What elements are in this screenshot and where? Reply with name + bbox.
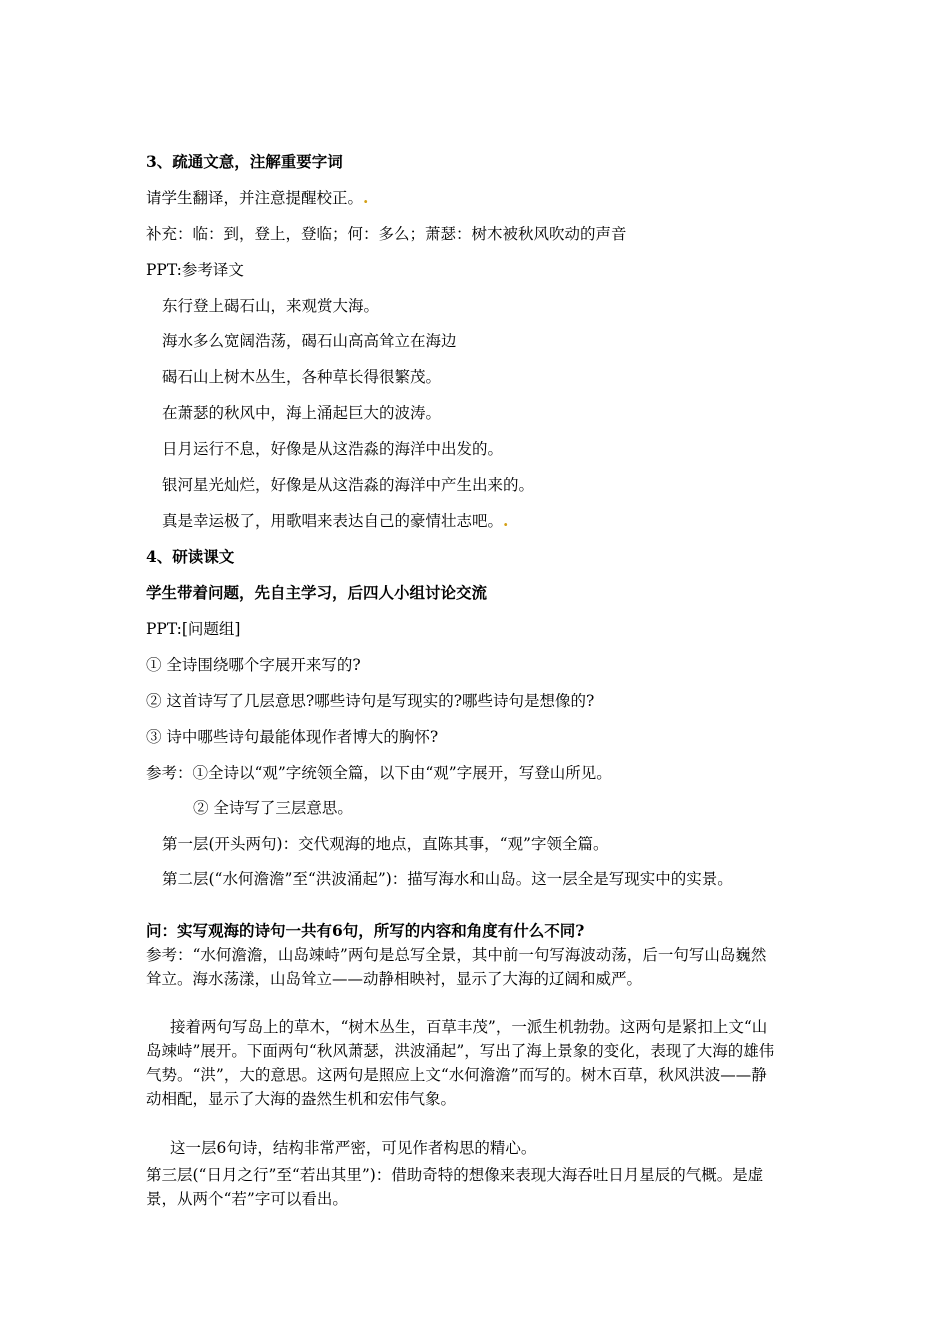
answer-line: ② 全诗写了三层意思。: [193, 799, 353, 817]
answer-line: 这一层6句诗，结构非常严密，可见作者构思的精心。: [170, 1139, 537, 1157]
section-heading-4: 4、研读课文: [146, 547, 235, 566]
answer-line: 第一层(开头两句)：交代观海的地点，直陈其事，“观”字领全篇。: [162, 835, 609, 853]
translation-line: 东行登上碣石山，来观赏大海。: [162, 297, 380, 315]
translation-line: 在萧瑟的秋风中，海上涌起巨大的波涛。: [162, 404, 442, 422]
answer-line: 参考：①全诗以“观”字统领全篇，以下由“观”字展开，写登山所见。: [146, 764, 612, 782]
instruction-line: 学生带着问题，先自主学习，后四人小组讨论交流: [146, 583, 488, 602]
paragraph-line: 补充：临：到，登上，登临；何：多么；萧瑟：树木被秋风吹动的声音: [146, 225, 627, 243]
answer-paragraph: 接着两句写岛上的草木，“树木丛生，百草丰茂”，一派生机勃勃。这两句是紧扣上文“山岛竦峙”展开。下面两句“秋风萧瑟，洪波涌起”，写出了海上景象的变化，表现了大海的雄伟气势。“洪”，大的意思。这两句是照应上文“水何澹澹”而写的。树木百草，秋风洪波——静动相配，显示了大海的盎然生机和宏伟气象。: [146, 1018, 775, 1108]
paragraph-line: PPT:参考译文: [146, 261, 244, 279]
highlight-mark: .: [363, 188, 369, 207]
answer-paragraph: 第三层(“日月之行”至“若出其里”)：借助奇特的想像来表现大海吞吐日月星辰的气概。是虚景，从两个“若”字可以看出。: [146, 1166, 764, 1208]
answer-paragraph: 参考：“水何澹澹，山岛竦峙”两句是总写全景，其中前一句写海波动荡，后一句写山岛巍然耸立。海水荡漾，山岛耸立——动静相映衬，显示了大海的辽阔和威严。: [146, 946, 767, 988]
paragraph-line: PPT:[问题组]: [146, 620, 241, 638]
paragraph-line: 请学生翻译，并注意提醒校正。.: [146, 188, 369, 207]
answer-paragraph: 第二层(“水何澹澹”至“洪波涌起”)：描写海水和山岛。这一层全是写现实中的实景。: [162, 870, 733, 888]
translation-line: 真是幸运极了，用歌唱来表达自己的豪情壮志吧。.: [162, 511, 509, 530]
question-line: 问：实写观海的诗句一共有6句，所写的内容和角度有什么不同?: [146, 921, 585, 940]
section-heading-3: 3、疏通文意，注解重要字词: [146, 152, 343, 171]
question-item: ③ 诗中哪些诗句最能体现作者博大的胸怀?: [146, 728, 439, 746]
translation-line: 碣石山上树木丛生，各种草长得很繁茂。: [162, 368, 442, 386]
question-item: ① 全诗围绕哪个字展开来写的?: [146, 656, 361, 674]
translation-line: 日月运行不息，好像是从这浩淼的海洋中出发的。: [162, 440, 504, 458]
question-item: ② 这首诗写了几层意思?哪些诗句是写现实的?哪些诗句是想像的?: [146, 692, 595, 710]
translation-line: 银河星光灿烂，好像是从这浩淼的海洋中产生出来的。: [162, 476, 535, 494]
highlight-mark: .: [503, 511, 509, 530]
translation-line: 海水多么宽阔浩荡，碣石山高高耸立在海边: [162, 332, 457, 350]
